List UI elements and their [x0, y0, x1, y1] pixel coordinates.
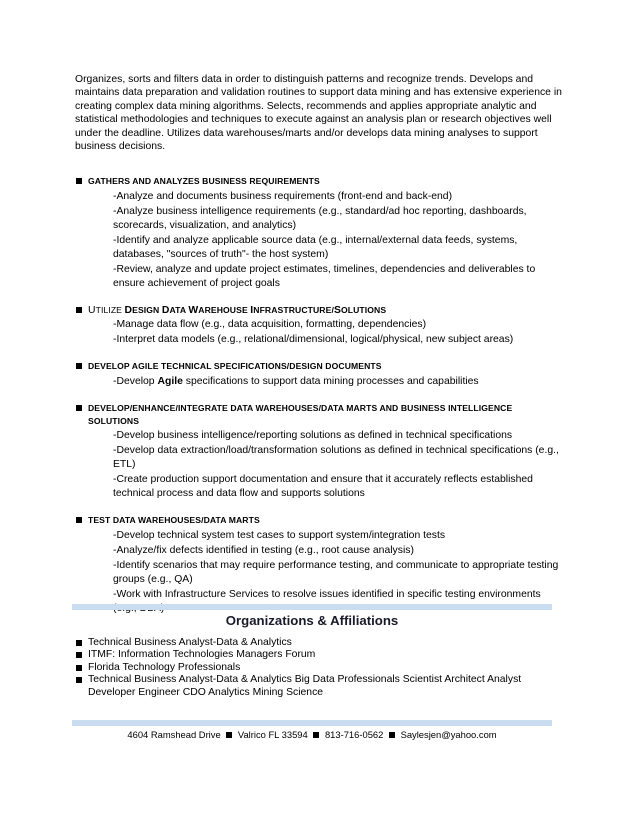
item-text-pre: -Develop [113, 375, 158, 387]
section-test-warehouses [75, 514, 565, 615]
section-integrate-warehouses [75, 402, 565, 502]
list-item: -Analyze and documents business requirements (front-end and back-end) [113, 190, 453, 202]
section-heading [75, 402, 565, 429]
organizations-title: Organizations & Affiliations [225, 613, 399, 628]
organization-text: ITMF: Information Technologies Managers Forum [88, 649, 316, 661]
footer-city: Valrico FL 33594 [237, 729, 308, 740]
section-heading [75, 304, 565, 317]
item-text-bold: Agile [157, 375, 183, 387]
bullet-square-icon [76, 363, 82, 369]
section-title: DEVELOP AGILE TECHNICAL SPECIFICATIONS/DESIGN DOCUMENTS [88, 361, 382, 372]
section-agile-specs [75, 360, 565, 388]
bullet-square-icon [76, 640, 82, 646]
list-item: -Develop technical system test cases to support system/integration tests [113, 529, 446, 541]
section-items [75, 318, 565, 347]
divider-band-bottom [72, 720, 552, 726]
organization-text: Technical Business Analyst-Data & Analytics [88, 637, 292, 648]
section-gathers-requirements [75, 175, 565, 290]
bullet-square-icon [76, 405, 82, 411]
section-title-main: DESIGN DATA WAREHOUSE INFRASTRUCTURE/SOLUTIONS [124, 304, 387, 316]
separator-square-icon [226, 732, 232, 738]
contact-footer [72, 729, 552, 740]
list-item: -Identify scenarios that may require performance testing, and communicate to appropriate testing groups (e.g., QA) [113, 559, 559, 585]
bullet-square-icon [76, 307, 82, 313]
summary-paragraph: Organizes, sorts and filters data in order to distinguish patterns and recognize trends. Develops and maintains data preparation and validation routines to support data mining and has extensive experience in creating complex data mining algorithms. Selects, recommends and applies appropriate analytic and statistical methodologies and techniques to execute against an analysis plan or research objectives well under the deadline. Utilizes data warehouses/marts and/or develops data mining analyses to support business decisions. [75, 74, 562, 153]
organization-text: Florida Technology Professionals [88, 661, 241, 673]
organizations-list [75, 637, 555, 699]
section-items [75, 375, 565, 389]
section-title: TEST DATA WAREHOUSES/DATA MARTS [88, 515, 260, 526]
section-title: GATHERS AND ANALYZES BUSINESS REQUIREMENTS [88, 176, 320, 187]
list-item: -Review, analyze and update project estimates, timelines, dependencies and deliverables to ensure achievement of project goals [113, 263, 536, 289]
resume-body [75, 73, 565, 629]
separator-square-icon [313, 732, 319, 738]
section-heading [75, 360, 565, 373]
section-items [75, 429, 565, 501]
list-item: -Interpret data models (e.g., relational/dimensional, logical/physical, new subject areas) [113, 334, 514, 346]
list-item: -Create production support documentation and ensure that it accurately reflects established technical process and data flow and supports solutions [113, 474, 533, 500]
bullet-square-icon [76, 677, 82, 683]
section-items [75, 190, 565, 291]
section-title [88, 304, 386, 317]
list-item [75, 674, 555, 699]
section-heading [75, 175, 565, 188]
section-title: DEVELOP/ENHANCE/INTEGRATE DATA WAREHOUSES/DATA MARTS AND BUSINESS INTELLIGENCE SOLUTIONS [88, 402, 513, 427]
bullet-square-icon [76, 517, 82, 523]
list-item: -Analyze business intelligence requirements (e.g., standard/ad hoc reporting, dashboards, scorecards, visualization, and analytics) [113, 205, 527, 231]
organization-text: Technical Business Analyst-Data & Analytics Big Data Professionals Scientist Architect Analyst Developer Engineer CDO Analytics Mining Science [88, 674, 522, 698]
list-item: -Manage data flow (e.g., data acquisition, formatting, dependencies) [113, 319, 427, 331]
bullet-square-icon [76, 178, 82, 184]
list-item [113, 375, 565, 389]
section-heading [75, 514, 565, 527]
list-item [75, 662, 555, 674]
footer-address: 4604 Ramshead Drive [127, 729, 221, 740]
list-item: -Develop business intelligence/reporting solutions as defined in technical specifications [113, 430, 513, 442]
divider-band-top [72, 604, 552, 610]
list-item: -Identify and analyze applicable source data (e.g., internal/external data feeds, systems, databases, "sources of truth"- the host system) [113, 234, 518, 260]
list-item: -Work with Infrastructure Services to resolve issues identified in specific testing environments [113, 588, 541, 600]
section-design-warehouse [75, 304, 565, 347]
list-item: -Analyze/fix defects identified in testing (e.g., root cause analysis) [113, 544, 414, 556]
item-text-post: specifications to support data mining processes and capabilities [182, 375, 479, 387]
section-items [75, 529, 565, 616]
section-title-prefix: UTILIZE [88, 304, 122, 316]
footer-email[interactable]: Saylesjen@yahoo.com [400, 729, 497, 740]
footer-phone: 813-716-0562 [324, 729, 384, 740]
list-item [75, 649, 555, 661]
separator-square-icon [389, 732, 395, 738]
list-item [75, 637, 555, 649]
list-item: -Develop data extraction/load/transformation solutions as defined in technical specifications (e.g., ETL) [113, 445, 559, 471]
bullet-square-icon [76, 652, 82, 658]
bullet-square-icon [76, 665, 82, 671]
